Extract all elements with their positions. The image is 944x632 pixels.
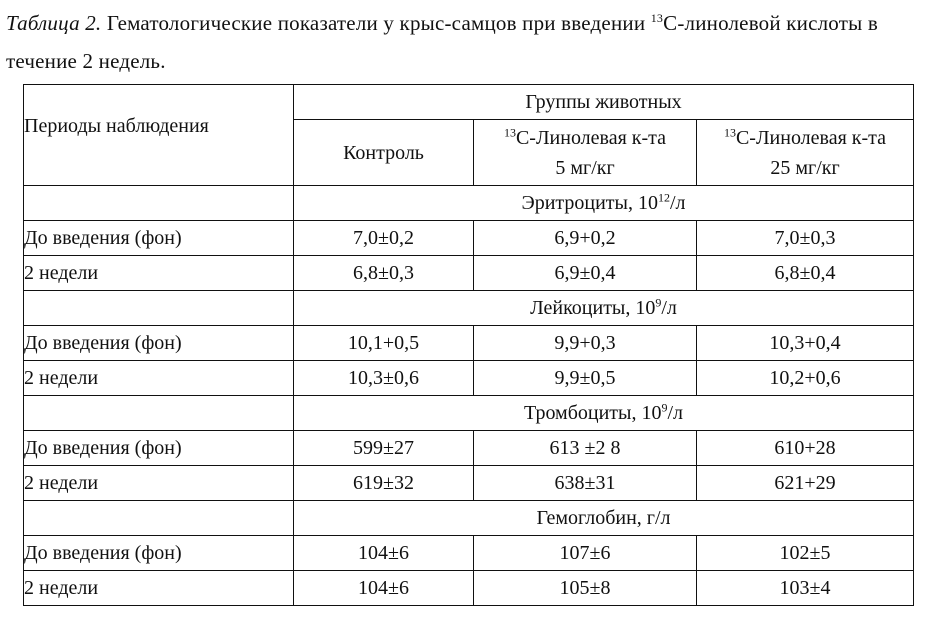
value-cell: 10,2+0,6 bbox=[697, 361, 914, 396]
group-header-1 bbox=[474, 120, 697, 186]
value-cell: 6,8±0,4 bbox=[697, 256, 914, 291]
section-title bbox=[294, 186, 914, 221]
table-row bbox=[24, 361, 914, 396]
section-title-text: Тромбоциты, 10 bbox=[523, 401, 662, 424]
table-row bbox=[24, 326, 914, 361]
section-title-unit: /л bbox=[667, 401, 684, 424]
value-cell: 102±5 bbox=[697, 536, 914, 571]
group-sup: 13 bbox=[503, 124, 516, 139]
caption-sup: 13 bbox=[650, 11, 664, 25]
value-cell: 9,9+0,3 bbox=[474, 326, 697, 361]
period-cell: 2 недели bbox=[24, 256, 294, 291]
value-cell: 104±6 bbox=[294, 536, 474, 571]
value-cell: 6,9±0,4 bbox=[474, 256, 697, 291]
value-cell: 9,9±0,5 bbox=[474, 361, 697, 396]
value-cell: 7,0±0,2 bbox=[294, 221, 474, 256]
caption-label: Таблица 2. bbox=[6, 11, 102, 35]
caption-text: Гематологические показатели у крыс-самцов при введении bbox=[106, 11, 646, 35]
section-blank-cell bbox=[24, 291, 294, 326]
section-title-sup: 12 bbox=[657, 189, 670, 204]
section-blank-cell bbox=[24, 186, 294, 221]
hematology-table bbox=[23, 84, 914, 606]
table-row bbox=[24, 536, 914, 571]
section-title-unit: /л bbox=[669, 191, 686, 214]
period-cell: 2 недели bbox=[24, 571, 294, 606]
period-cell: До введения (фон) bbox=[24, 431, 294, 466]
section-blank-cell bbox=[24, 501, 294, 536]
groups-header: Группы животных bbox=[294, 85, 914, 120]
group-name: С-Линолевая к-та bbox=[735, 126, 887, 149]
table-row bbox=[24, 256, 914, 291]
period-cell: До введения (фон) bbox=[24, 536, 294, 571]
value-cell: 621+29 bbox=[697, 466, 914, 501]
value-cell: 10,3±0,6 bbox=[294, 361, 474, 396]
table-row bbox=[24, 221, 914, 256]
group-dose: 25 мг/кг bbox=[770, 156, 840, 179]
section-title-sup: 9 bbox=[655, 294, 662, 309]
value-cell: 638±31 bbox=[474, 466, 697, 501]
period-column-header: Периоды наблюдения bbox=[24, 85, 294, 186]
section-title bbox=[294, 396, 914, 431]
group-name: С-Линолевая к-та bbox=[515, 126, 667, 149]
section-blank-cell bbox=[24, 396, 294, 431]
group-dose: 5 мг/кг bbox=[555, 156, 615, 179]
table-row bbox=[24, 571, 914, 606]
table-caption bbox=[6, 4, 938, 80]
table-row bbox=[24, 431, 914, 466]
section-title-sup: 9 bbox=[661, 399, 668, 414]
period-cell: 2 недели bbox=[24, 361, 294, 396]
group-header-0 bbox=[294, 120, 474, 186]
value-cell: 107±6 bbox=[474, 536, 697, 571]
value-cell: 619±32 bbox=[294, 466, 474, 501]
value-cell: 613 ±2 8 bbox=[474, 431, 697, 466]
period-cell: До введения (фон) bbox=[24, 221, 294, 256]
group-sup: 13 bbox=[723, 124, 736, 139]
value-cell: 599±27 bbox=[294, 431, 474, 466]
value-cell: 6,9+0,2 bbox=[474, 221, 697, 256]
section-title-unit: /л bbox=[661, 296, 677, 319]
period-cell: 2 недели bbox=[24, 466, 294, 501]
value-cell: 10,3+0,4 bbox=[697, 326, 914, 361]
value-cell: 103±4 bbox=[697, 571, 914, 606]
value-cell: 104±6 bbox=[294, 571, 474, 606]
value-cell: 6,8±0,3 bbox=[294, 256, 474, 291]
value-cell: 10,1+0,5 bbox=[294, 326, 474, 361]
section-title bbox=[294, 291, 914, 326]
value-cell: 610+28 bbox=[697, 431, 914, 466]
caption-text-end: С-линолевой кислоты в течение 2 недель. bbox=[6, 11, 878, 73]
period-cell: До введения (фон) bbox=[24, 326, 294, 361]
section-title-text: Лейкоциты, 10 bbox=[530, 296, 656, 319]
value-cell: 105±8 bbox=[474, 571, 697, 606]
group-name: Контроль bbox=[343, 141, 424, 164]
group-header-2 bbox=[697, 120, 914, 186]
section-title bbox=[294, 501, 914, 536]
section-title-text: Эритроциты, 10 bbox=[521, 191, 658, 214]
value-cell: 7,0±0,3 bbox=[697, 221, 914, 256]
table-row bbox=[24, 466, 914, 501]
section-title-text: Гемоглобин, г/л bbox=[536, 506, 671, 529]
